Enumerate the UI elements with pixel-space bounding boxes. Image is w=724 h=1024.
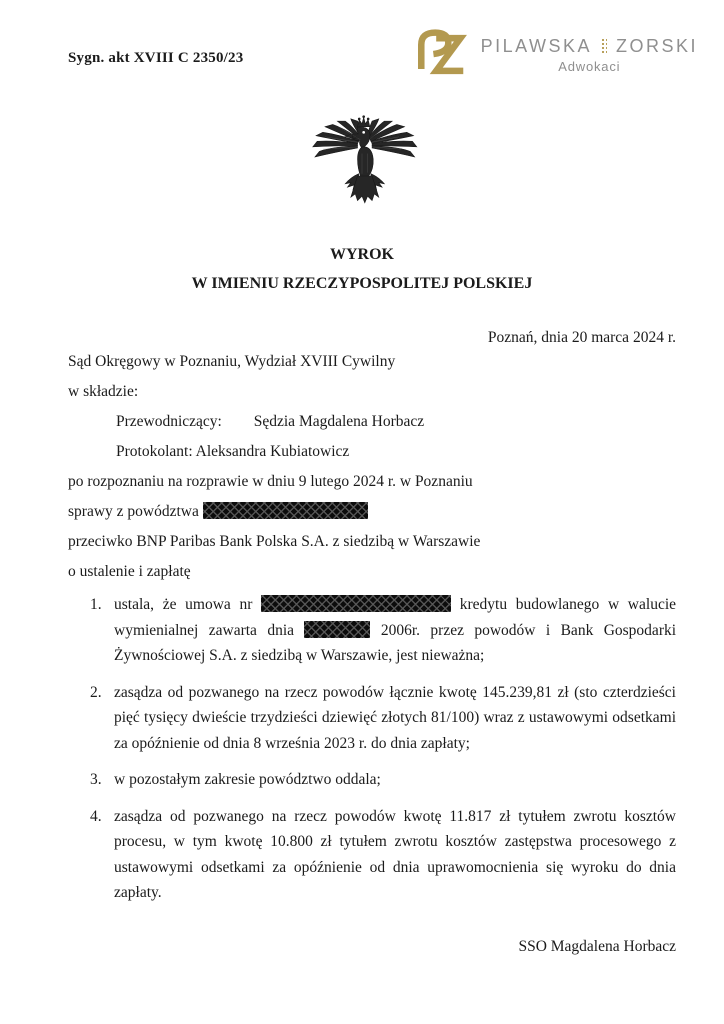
logo-subtitle: Adwokaci (558, 59, 621, 74)
case-number: Sygn. akt XVIII C 2350/23 (68, 50, 244, 66)
ruling-item-2 (90, 680, 676, 757)
claim-prefix: sprawy z powództwa (68, 503, 199, 520)
redaction-box (261, 595, 451, 612)
ruling-number: 2. (90, 683, 102, 701)
title-line-1: WYROK (330, 246, 394, 263)
ruling-item-4 (90, 804, 676, 906)
defendant-line: przeciwko BNP Paribas Bank Polska S.A. z siedzibą w Warszawie (68, 533, 481, 550)
redaction-box (203, 502, 368, 519)
title-line-2: W IMIENIU RZECZYPOSPOLITEJ POLSKIEJ (191, 275, 533, 292)
presiding-judge-name: Sędzia Magdalena Horbacz (253, 413, 425, 430)
ruling-item-1 (90, 592, 676, 669)
ruling-number: 4. (90, 807, 102, 825)
logo-text-block (481, 36, 698, 74)
composition-intro: w składzie: (68, 383, 139, 400)
ruling-text: zasądza od pozwanego na rzecz powodów łącznie kwotę 145.239,81 zł (sto czterdzieści pięć tysięcy dwieście trzydzieści dziewięć złotych 81/100) wraz z ustawowymi odsetkami za opóźnienie od dnia 8 września 2023 r. do dnia zapłaty; (114, 683, 676, 752)
court-line: Sąd Okręgowy w Poznaniu, Wydział XVIII Cywilny (68, 353, 396, 370)
ruling-number: 1. (90, 596, 102, 613)
presiding-line (68, 407, 676, 437)
judge-signature: SSO Magdalena Horbacz (518, 937, 676, 955)
hearing-line: po rozpoznaniu na rozprawie w dniu 9 lutego 2024 r. w Poznaniu (68, 473, 473, 490)
subject-line: o ustalenie i zapłatę (68, 563, 191, 580)
ruling-number: 3. (90, 771, 102, 788)
redaction-box (304, 621, 370, 638)
preamble (0, 347, 724, 587)
law-firm-logo (411, 26, 698, 84)
presiding-label: Przewodniczący: (116, 413, 222, 430)
ruling-1-segment-3: 2006r. przez powodów i Bank Gospodarki Żywnościowej S.A. z siedzibą w Warszawie, jest nieważna; (114, 621, 677, 664)
claimants-line (68, 497, 676, 527)
logo-name-right: ZORSKI (615, 36, 698, 56)
judgment-title (0, 246, 724, 293)
polish-eagle-emblem-icon (306, 100, 418, 224)
logo-dotted-divider-icon (601, 38, 607, 55)
logo-name-left: PILAWSKA (480, 36, 592, 56)
ruling-text: zasądza od pozwanego na rzecz powodów kwotę 11.817 zł tytułem zwrotu kosztów procesu, w tym kwotę 10.800 zł tytułem zwrotu kosztów zastępstwa procesowego z ustawowymi odsetkami za opóźnienie od dnia uprawomocnienia się wyroku do dnia zapłaty. (114, 807, 676, 901)
place-date: Poznań, dnia 20 marca 2024 r. (487, 329, 676, 346)
page-header (0, 0, 724, 84)
rulings-list (0, 587, 724, 906)
ruling-1-segment-1: ustala, że umowa nr (114, 596, 253, 613)
ruling-1-segment-2: kredytu budowlanego w walucie wymienialnej zawarta dnia (114, 596, 677, 639)
pz-monogram-icon (411, 26, 467, 84)
clerk-line: Protokolant: Aleksandra Kubiatowicz (116, 443, 350, 460)
ruling-text: w pozostałym zakresie powództwo oddala; (114, 771, 381, 788)
ruling-text (114, 592, 676, 669)
ruling-item-3 (90, 767, 676, 793)
